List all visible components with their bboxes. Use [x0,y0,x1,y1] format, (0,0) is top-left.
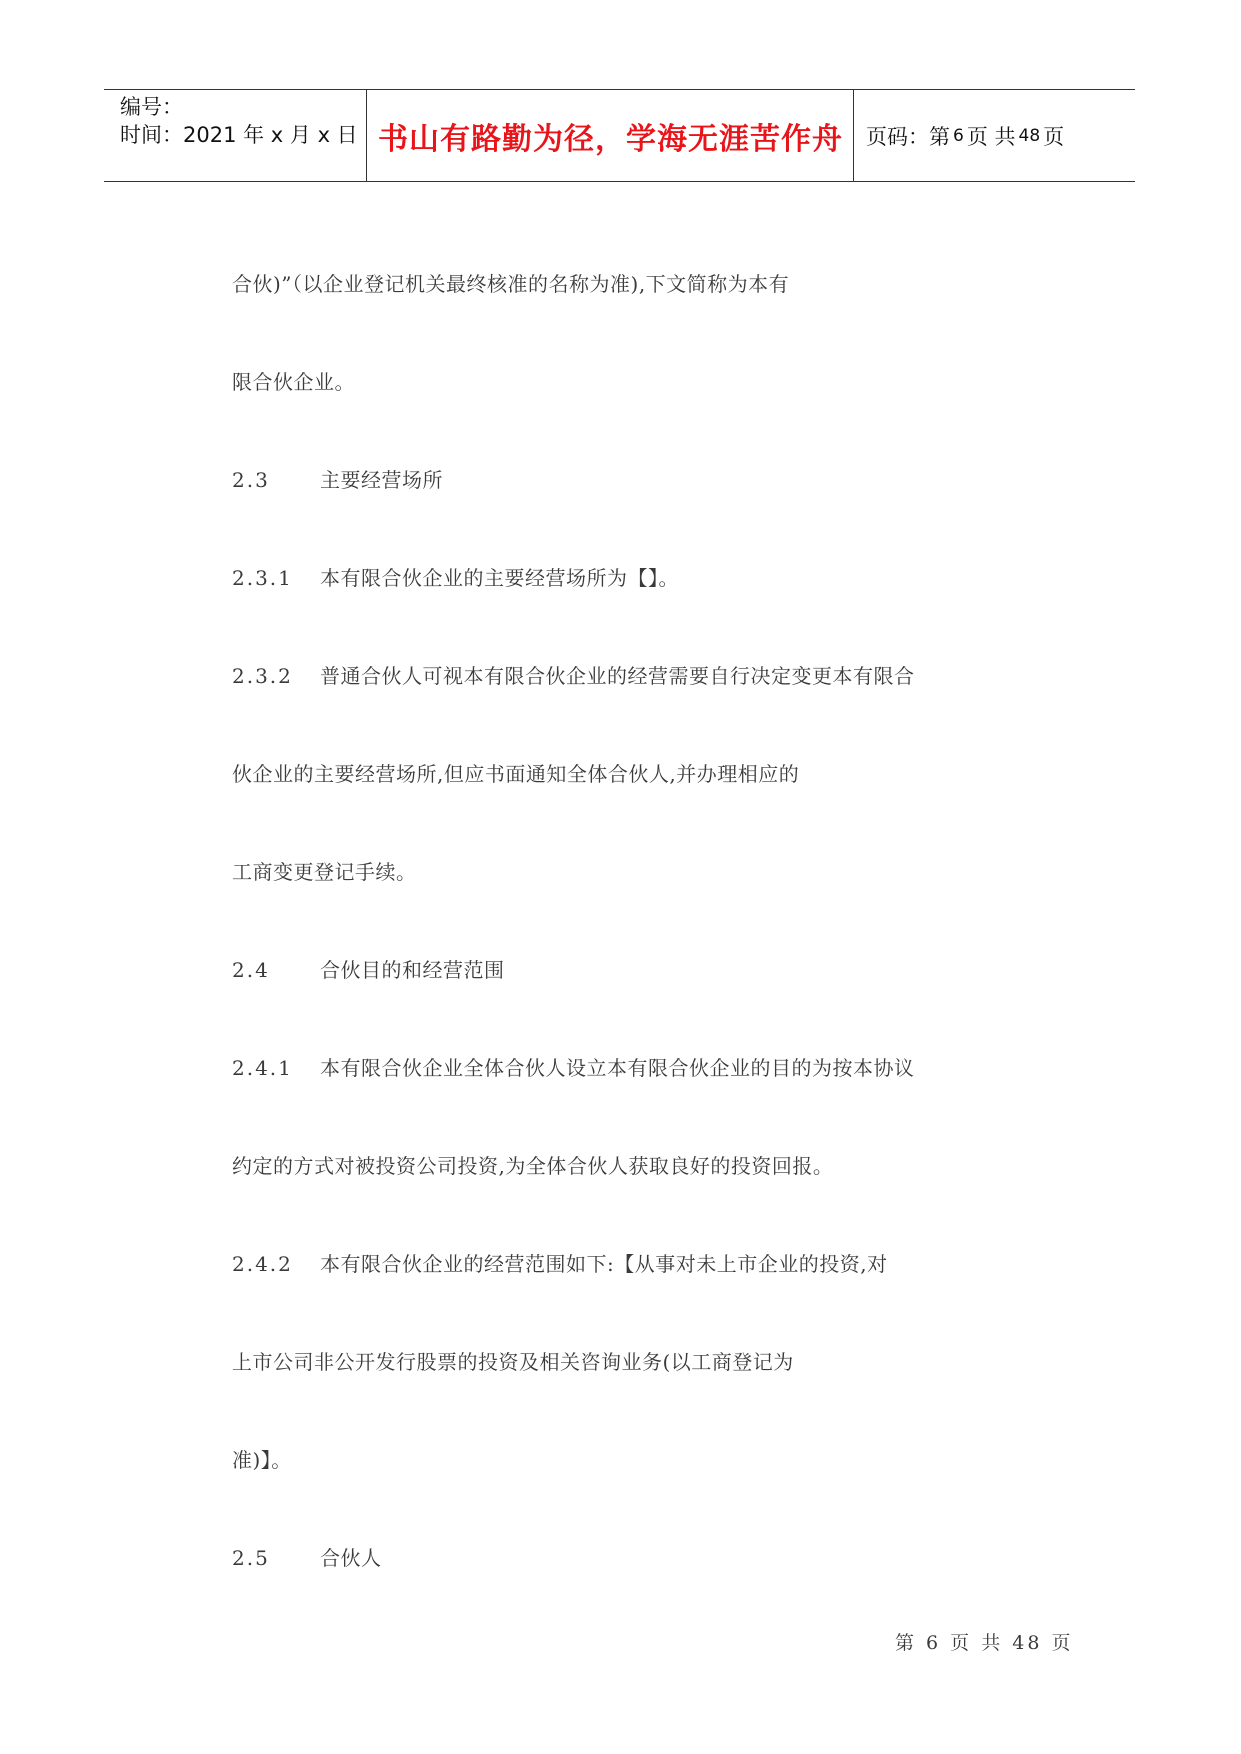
page-current: 6 [953,125,964,146]
body-line: 约定的方式对被投资公司投资,为全体合伙人获取良好的投资回报。 [232,1154,834,1178]
clause-number: 2.4.2 [232,1252,293,1276]
section-title: 主要经营场所 [320,468,443,492]
header-divider-left [366,90,367,181]
clause-2-3-1 [232,562,679,591]
clause-2-4-1 [232,1052,915,1081]
page-prefix: 页码：第 [866,124,950,149]
section-heading-2-4 [232,954,505,983]
section-title: 合伙目的和经营范围 [320,958,505,982]
clause-number: 2.3.1 [232,566,293,590]
section-number: 2.3 [232,468,270,492]
page-header [104,89,1135,182]
header-page-indicator [866,90,1064,181]
clause-number: 2.3.2 [232,664,293,688]
section-title: 合伙人 [320,1546,382,1570]
document-time-label: 时间：2021 年 x 月 x 日 [120,123,358,147]
clause-text: 普通合伙人可视本有限合伙企业的经营需要自行决定变更本有限合 [320,664,915,688]
clause-number: 2.4.1 [232,1056,293,1080]
body-line: 上市公司非公开发行股票的投资及相关咨询业务(以工商登记为 [232,1350,794,1374]
header-divider-right [853,90,854,181]
body-line: 准)】。 [232,1448,292,1472]
body-line: 合伙)”（以企业登记机关最终核准的名称为准),下文简称为本有 [232,272,790,296]
section-number: 2.4 [232,958,270,982]
clause-text: 本有限合伙企业的主要经营场所为【】。 [320,566,679,590]
section-heading-2-5 [232,1542,382,1571]
page-middle: 页 共 [966,124,1016,149]
header-motto: 书山有路勤为径，学海无涯苦作舟 [378,121,843,157]
clause-text: 本有限合伙企业全体合伙人设立本有限合伙企业的目的为按本协议 [320,1056,915,1080]
section-number: 2.5 [232,1546,270,1570]
page-footer: 第 6 页 共 48 页 [895,1632,1074,1654]
body-line: 伙企业的主要经营场所,但应书面通知全体合伙人,并办理相应的 [232,762,800,786]
page-suffix: 页 [1043,124,1065,149]
section-heading-2-3 [232,464,443,493]
header-meta [114,90,368,181]
document-code-label: 编号： [120,95,183,119]
body-line: 工商变更登记手续。 [232,860,417,884]
page-total: 48 [1018,125,1041,146]
clause-2-3-2 [232,660,915,689]
body-line: 限合伙企业。 [232,370,355,394]
clause-text: 本有限合伙企业的经营范围如下:【从事对未上市企业的投资,对 [320,1252,888,1276]
clause-2-4-2 [232,1248,888,1277]
